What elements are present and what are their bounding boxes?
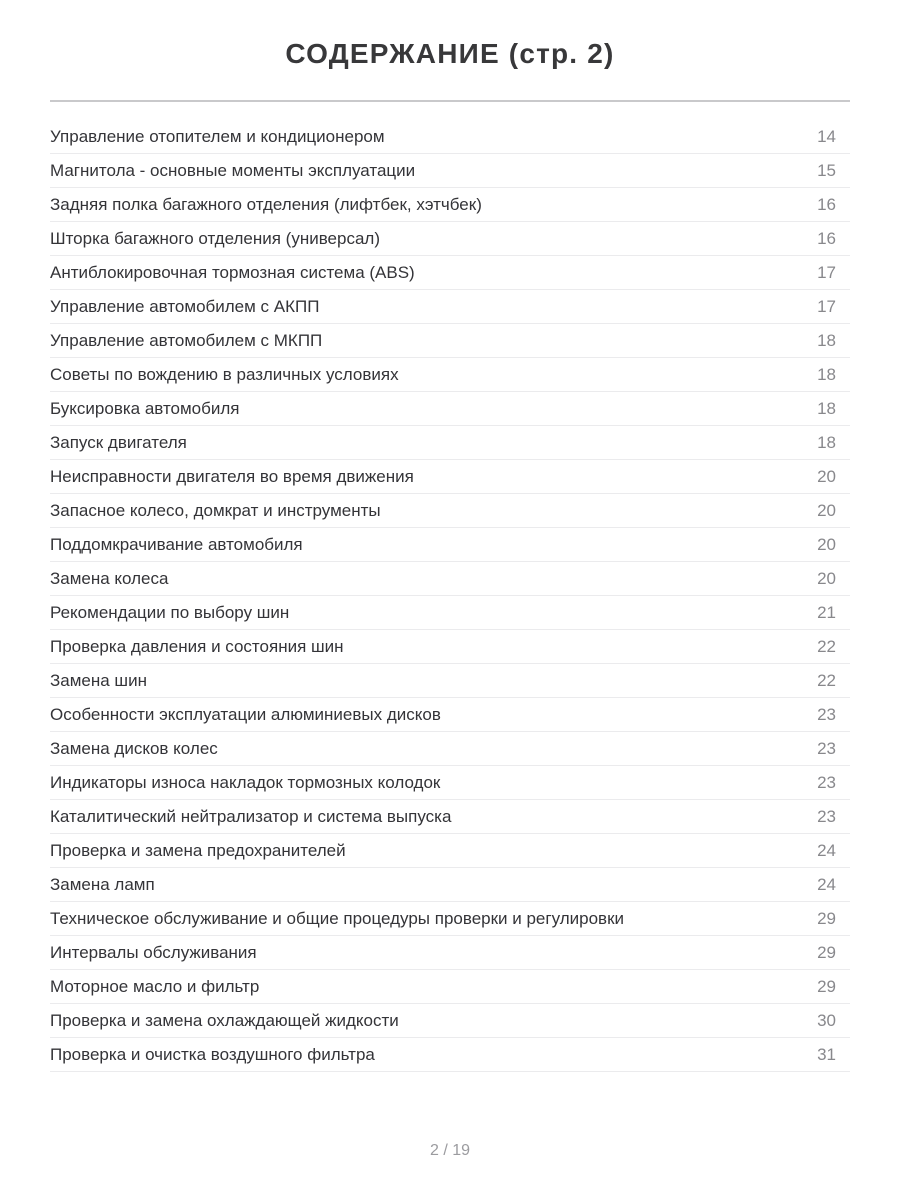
page-footer [50, 1142, 850, 1160]
toc-entry-page-number: 21 [817, 602, 836, 622]
toc-entry-page-number: 14 [817, 126, 836, 146]
toc-entry-label: Поддомкрачивание автомобиля [50, 534, 303, 554]
toc-row [50, 902, 850, 936]
toc-entry-page-number: 23 [817, 738, 836, 758]
page-title: СОДЕРЖАНИЕ (стр. 2) [285, 38, 615, 69]
toc-entry-page-number: 20 [817, 568, 836, 588]
toc-entry-label: Замена шин [50, 670, 147, 690]
toc-entry-label: Особенности эксплуатации алюминиевых дисков [50, 704, 441, 724]
toc-entry-page-number: 18 [817, 330, 836, 350]
toc-entry-page-number: 29 [817, 942, 836, 962]
toc-entry-page-number: 17 [817, 262, 836, 282]
toc-entry-label: Советы по вождению в различных условиях [50, 364, 399, 384]
toc-list [50, 120, 850, 1072]
toc-entry-label: Замена ламп [50, 874, 155, 894]
toc-row [50, 188, 850, 222]
toc-entry-page-number: 20 [817, 466, 836, 486]
toc-entry-label: Проверка и замена предохранителей [50, 840, 346, 860]
toc-row [50, 664, 850, 698]
toc-entry-page-number: 29 [817, 908, 836, 928]
toc-row [50, 290, 850, 324]
toc-row [50, 426, 850, 460]
toc-row [50, 732, 850, 766]
toc-row [50, 154, 850, 188]
toc-entry-page-number: 17 [817, 296, 836, 316]
toc-row [50, 222, 850, 256]
toc-entry-page-number: 18 [817, 432, 836, 452]
toc-entry-label: Замена колеса [50, 568, 169, 588]
toc-entry-page-number: 22 [817, 670, 836, 690]
toc-entry-label: Моторное масло и фильтр [50, 976, 260, 996]
toc-entry-label: Рекомендации по выбору шин [50, 602, 290, 622]
toc-entry-label: Индикаторы износа накладок тормозных колодок [50, 772, 441, 792]
toc-entry-page-number: 22 [817, 636, 836, 656]
title-divider [50, 100, 850, 102]
toc-entry-page-number: 20 [817, 534, 836, 554]
toc-entry-label: Антиблокировочная тормозная система (ABS) [50, 262, 415, 282]
toc-entry-label: Проверка и очистка воздушного фильтра [50, 1044, 375, 1064]
toc-row [50, 698, 850, 732]
toc-row [50, 120, 850, 154]
toc-entry-page-number: 31 [817, 1044, 836, 1064]
toc-row [50, 596, 850, 630]
toc-entry-label: Каталитический нейтрализатор и система выпуска [50, 806, 452, 826]
toc-entry-page-number: 30 [817, 1010, 836, 1030]
toc-entry-label: Управление автомобилем с АКПП [50, 296, 320, 316]
toc-row [50, 630, 850, 664]
toc-entry-page-number: 18 [817, 364, 836, 384]
toc-entry-page-number: 18 [817, 398, 836, 418]
toc-entry-page-number: 23 [817, 806, 836, 826]
toc-row [50, 494, 850, 528]
toc-entry-page-number: 29 [817, 976, 836, 996]
toc-row [50, 800, 850, 834]
toc-entry-label: Техническое обслуживание и общие процедуры проверки и регулировки [50, 908, 625, 928]
toc-entry-page-number: 16 [817, 228, 836, 248]
toc-entry-page-number: 24 [817, 840, 836, 860]
toc-entry-page-number: 16 [817, 194, 836, 214]
toc-row [50, 936, 850, 970]
toc-row [50, 460, 850, 494]
toc-row [50, 834, 850, 868]
toc-entry-label: Шторка багажного отделения (универсал) [50, 228, 381, 248]
toc-entry-label: Интервалы обслуживания [50, 942, 257, 962]
toc-row [50, 766, 850, 800]
toc-entry-page-number: 15 [817, 160, 836, 180]
toc-entry-label: Неисправности двигателя во время движения [50, 466, 414, 486]
toc-entry-label: Управление автомобилем с МКПП [50, 330, 323, 350]
toc-row [50, 528, 850, 562]
toc-row [50, 256, 850, 290]
toc-row [50, 324, 850, 358]
toc-row [50, 1038, 850, 1072]
toc-entry-page-number: 20 [817, 500, 836, 520]
toc-entry-page-number: 23 [817, 704, 836, 724]
page-header [50, 0, 850, 102]
toc-entry-page-number: 23 [817, 772, 836, 792]
toc-entry-label: Задняя полка багажного отделения (лифтбек, хэтчбек) [50, 194, 482, 214]
toc-entry-label: Проверка и замена охлаждающей жидкости [50, 1010, 399, 1030]
toc-row [50, 1004, 850, 1038]
toc-row [50, 868, 850, 902]
toc-entry-label: Запасное колесо, домкрат и инструменты [50, 500, 381, 520]
toc-entry-page-number: 24 [817, 874, 836, 894]
toc-row [50, 970, 850, 1004]
toc-entry-label: Буксировка автомобиля [50, 398, 240, 418]
toc-entry-label: Замена дисков колес [50, 738, 218, 758]
toc-row [50, 562, 850, 596]
page-indicator: 2 / 19 [429, 1142, 471, 1159]
toc-entry-label: Управление отопителем и кондиционером [50, 126, 385, 146]
toc-entry-label: Проверка давления и состояния шин [50, 636, 344, 656]
toc-row [50, 358, 850, 392]
toc-row [50, 392, 850, 426]
toc-entry-label: Магнитола - основные моменты эксплуатации [50, 160, 416, 180]
toc-entry-label: Запуск двигателя [50, 432, 187, 452]
